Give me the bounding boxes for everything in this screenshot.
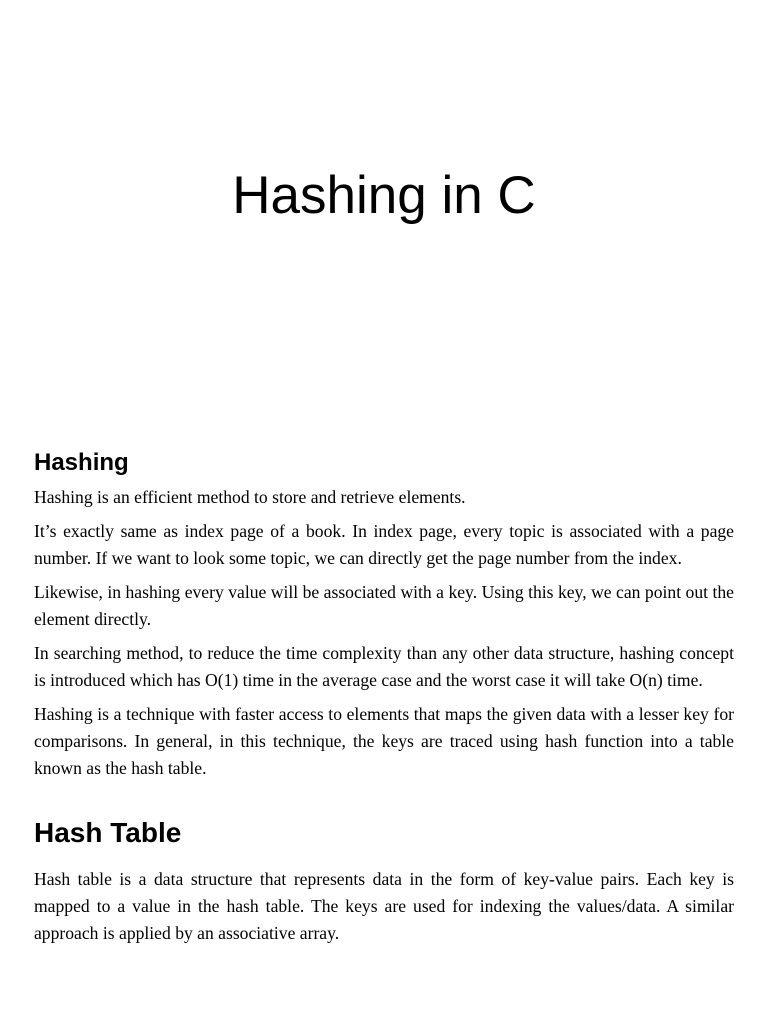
section-heading-hash-table: Hash Table bbox=[34, 817, 182, 848]
section-heading-hashing: Hashing bbox=[34, 449, 129, 476]
paragraph: Hashing is an efficient method to store and retrieve elements. bbox=[34, 487, 466, 507]
document-body bbox=[34, 447, 734, 954]
paragraph: It’s exactly same as index page of a book. In index page, every topic is associated with a page number. If we want to look some topic, we can directly get the page number from the index. bbox=[34, 521, 734, 568]
page-title: Hashing in C bbox=[232, 166, 536, 225]
paragraph: In searching method, to reduce the time complexity than any other data structure, hashing concept is introduced which has O(1) time in the average case and the worst case it will take O(n) time. bbox=[34, 643, 734, 690]
paragraph: Likewise, in hashing every value will be associated with a key. Using this key, we can point out the element directly. bbox=[34, 582, 734, 629]
paragraph: Hash table is a data structure that represents data in the form of key-value pairs. Each key is mapped to a value in the hash table. The keys are used for indexing the values/data. A similar approach is applied by an associative array. bbox=[34, 869, 734, 943]
paragraph: Hashing is a technique with faster access to elements that maps the given data with a lesser key for comparisons. In general, in this technique, the keys are traced using hash function into a table known as the hash table. bbox=[34, 704, 734, 778]
